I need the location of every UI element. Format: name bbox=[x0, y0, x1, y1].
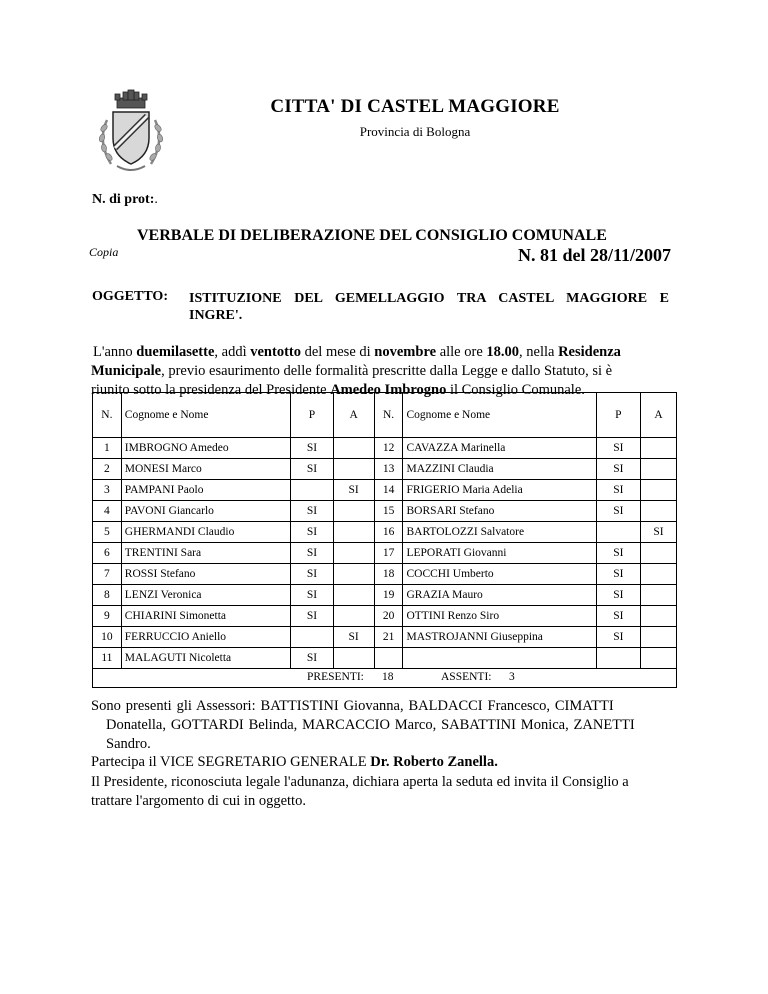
cell-a2: SI bbox=[640, 522, 676, 543]
cell-p2: SI bbox=[596, 564, 640, 585]
cell-a1 bbox=[333, 501, 374, 522]
cell-p2: SI bbox=[596, 606, 640, 627]
assenti-count: 3 bbox=[509, 671, 515, 683]
oggetto-label: OGGETTO: bbox=[92, 289, 168, 304]
presidente-paragraph: Il Presidente, riconosciuta legale l'adunanza, dichiara aperta la seduta ed invita il Consiglio a trattare l'argomento di cui in oggetto. bbox=[91, 774, 629, 809]
cell-name2: LEPORATI Giovanni bbox=[403, 543, 596, 564]
table-row bbox=[93, 522, 677, 543]
cell-n1: 4 bbox=[93, 501, 122, 522]
header-a: A bbox=[333, 393, 374, 438]
cell-name2: MASTROJANNI Giuseppina bbox=[403, 627, 596, 648]
table-row bbox=[93, 585, 677, 606]
header-name: Cognome e Nome bbox=[121, 393, 291, 438]
cell-name2: FRIGERIO Maria Adelia bbox=[403, 480, 596, 501]
cell-p1 bbox=[291, 480, 333, 501]
table-row bbox=[93, 627, 677, 648]
protocol-label: N. di prot: bbox=[92, 192, 155, 207]
cell-p2 bbox=[596, 522, 640, 543]
cell-a1 bbox=[333, 648, 374, 669]
cell-a1 bbox=[333, 522, 374, 543]
cell-p1: SI bbox=[291, 459, 333, 480]
cell-a2 bbox=[640, 438, 676, 459]
cell-a2 bbox=[640, 585, 676, 606]
cell-n1: 5 bbox=[93, 522, 122, 543]
presenti-label: PRESENTI: bbox=[307, 671, 364, 683]
cell-a1 bbox=[333, 459, 374, 480]
cell-name1: TRENTINI Sara bbox=[121, 543, 291, 564]
cell-p2: SI bbox=[596, 501, 640, 522]
header-a2: A bbox=[640, 393, 676, 438]
cell-n2: 15 bbox=[374, 501, 403, 522]
table-row bbox=[93, 648, 677, 669]
cell-name1: CHIARINI Simonetta bbox=[121, 606, 291, 627]
table-row bbox=[93, 606, 677, 627]
cell-a2 bbox=[640, 606, 676, 627]
cell-n1: 7 bbox=[93, 564, 122, 585]
cell-p1: SI bbox=[291, 648, 333, 669]
segretario-name: Dr. Roberto Zanella. bbox=[370, 754, 498, 770]
cell-p2: SI bbox=[596, 438, 640, 459]
cell-a2 bbox=[640, 480, 676, 501]
cell-name2: BARTOLOZZI Salvatore bbox=[403, 522, 596, 543]
table-row bbox=[93, 564, 677, 585]
table-row bbox=[93, 543, 677, 564]
cell-name2: COCCHI Umberto bbox=[403, 564, 596, 585]
cell-name2: OTTINI Renzo Siro bbox=[403, 606, 596, 627]
cell-a1 bbox=[333, 564, 374, 585]
cell-p1: SI bbox=[291, 606, 333, 627]
cell-name2: CAVAZZA Marinella bbox=[403, 438, 596, 459]
cell-n1: 11 bbox=[93, 648, 122, 669]
cell-p2: SI bbox=[596, 480, 640, 501]
cell-p1: SI bbox=[291, 501, 333, 522]
table-header-row bbox=[93, 393, 677, 438]
oggetto-text-line1: ISTITUZIONE DEL GEMELLAGGIO TRA CASTEL MAGGIORE E bbox=[189, 291, 669, 306]
page-title: CITTA' DI CASTEL MAGGIORE bbox=[270, 96, 560, 117]
verbale-number: N. 81 del 28/11/2007 bbox=[517, 245, 671, 265]
cell-n2: 14 bbox=[374, 480, 403, 501]
cell-n2 bbox=[374, 648, 403, 669]
totals-cell bbox=[93, 669, 677, 688]
cell-a1 bbox=[333, 606, 374, 627]
cell-n1: 9 bbox=[93, 606, 122, 627]
cell-a1 bbox=[333, 438, 374, 459]
cell-a2 bbox=[640, 543, 676, 564]
cell-n1: 3 bbox=[93, 480, 122, 501]
table-row bbox=[93, 480, 677, 501]
cell-a2 bbox=[640, 648, 676, 669]
cell-p2: SI bbox=[596, 627, 640, 648]
cell-p1: SI bbox=[291, 585, 333, 606]
cell-n1: 6 bbox=[93, 543, 122, 564]
cell-a1 bbox=[333, 543, 374, 564]
cell-n1: 1 bbox=[93, 438, 122, 459]
cell-a1 bbox=[333, 585, 374, 606]
cell-name1: PAVONI Giancarlo bbox=[121, 501, 291, 522]
copia-label: Copia bbox=[89, 245, 119, 259]
cell-n2: 17 bbox=[374, 543, 403, 564]
intro-paragraph: L'anno duemilasette, addì ventotto del mese di novembre alle ore 18.00, nella Residenza Municipale, previo esaurimento delle formalità prescritte dalla Legge e dallo Statuto, si è riunito sotto la presidenza del Presidente Amedeo Imbrogno il Consiglio Comunale. bbox=[91, 344, 621, 398]
cell-p2 bbox=[596, 648, 640, 669]
cell-name1: IMBROGNO Amedeo bbox=[121, 438, 291, 459]
assessori-line3: Sandro. bbox=[106, 736, 151, 752]
table-row bbox=[93, 459, 677, 480]
header-n: N. bbox=[93, 393, 122, 438]
cell-a2 bbox=[640, 627, 676, 648]
cell-n2: 21 bbox=[374, 627, 403, 648]
cell-n2: 12 bbox=[374, 438, 403, 459]
oggetto-text-line2: INGRE'. bbox=[189, 308, 243, 323]
cell-name2: BORSARI Stefano bbox=[403, 501, 596, 522]
table-row bbox=[93, 438, 677, 459]
cell-p2: SI bbox=[596, 543, 640, 564]
assenti-label: ASSENTI: bbox=[441, 671, 492, 683]
cell-p2: SI bbox=[596, 585, 640, 606]
assessori-paragraph bbox=[91, 697, 673, 754]
cell-name1: MALAGUTI Nicoletta bbox=[121, 648, 291, 669]
totals-row bbox=[93, 669, 677, 688]
header-name2: Cognome e Nome bbox=[403, 393, 596, 438]
table-row bbox=[93, 501, 677, 522]
assessori-line2: Donatella, GOTTARDI Belinda, MARCACCIO Marco, SABATTINI Monica, ZANETTI bbox=[106, 717, 635, 733]
cell-n2: 20 bbox=[374, 606, 403, 627]
cell-name1: FERRUCCIO Aniello bbox=[121, 627, 291, 648]
attendance-table bbox=[92, 392, 677, 688]
cell-a2 bbox=[640, 501, 676, 522]
cell-name2 bbox=[403, 648, 596, 669]
cell-name1: MONESI Marco bbox=[121, 459, 291, 480]
cell-p1: SI bbox=[291, 438, 333, 459]
cell-p2: SI bbox=[596, 459, 640, 480]
protocol-number: N. di prot:. bbox=[92, 192, 158, 207]
cell-name1: PAMPANI Paolo bbox=[121, 480, 291, 501]
cell-n1: 8 bbox=[93, 585, 122, 606]
assessori-line1: Sono presenti gli Assessori: BATTISTINI Giovanna, BALDACCI Francesco, CIMATTI bbox=[91, 698, 614, 714]
cell-n2: 16 bbox=[374, 522, 403, 543]
cell-a1: SI bbox=[333, 627, 374, 648]
header-n2: N. bbox=[374, 393, 403, 438]
verbale-title: VERBALE DI DELIBERAZIONE DEL CONSIGLIO COMUNALE bbox=[137, 227, 607, 244]
cell-n1: 10 bbox=[93, 627, 122, 648]
cell-n2: 19 bbox=[374, 585, 403, 606]
cell-n1: 2 bbox=[93, 459, 122, 480]
cell-n2: 13 bbox=[374, 459, 403, 480]
cell-name2: MAZZINI Claudia bbox=[403, 459, 596, 480]
cell-name1: ROSSI Stefano bbox=[121, 564, 291, 585]
cell-n2: 18 bbox=[374, 564, 403, 585]
partecipa-line: Partecipa il VICE SEGRETARIO GENERALE Dr. Roberto Zanella. bbox=[91, 754, 498, 770]
cell-a2 bbox=[640, 564, 676, 585]
cell-a1: SI bbox=[333, 480, 374, 501]
presenti-count: 18 bbox=[382, 671, 394, 683]
cell-p1: SI bbox=[291, 543, 333, 564]
cell-p1: SI bbox=[291, 522, 333, 543]
page-subtitle: Provincia di Bologna bbox=[359, 124, 471, 139]
cell-p1 bbox=[291, 627, 333, 648]
cell-name1: GHERMANDI Claudio bbox=[121, 522, 291, 543]
cell-p1: SI bbox=[291, 564, 333, 585]
header-p2: P bbox=[596, 393, 640, 438]
cell-name2: GRAZIA Mauro bbox=[403, 585, 596, 606]
header-p: P bbox=[291, 393, 333, 438]
cell-name1: LENZI Veronica bbox=[121, 585, 291, 606]
cell-a2 bbox=[640, 459, 676, 480]
